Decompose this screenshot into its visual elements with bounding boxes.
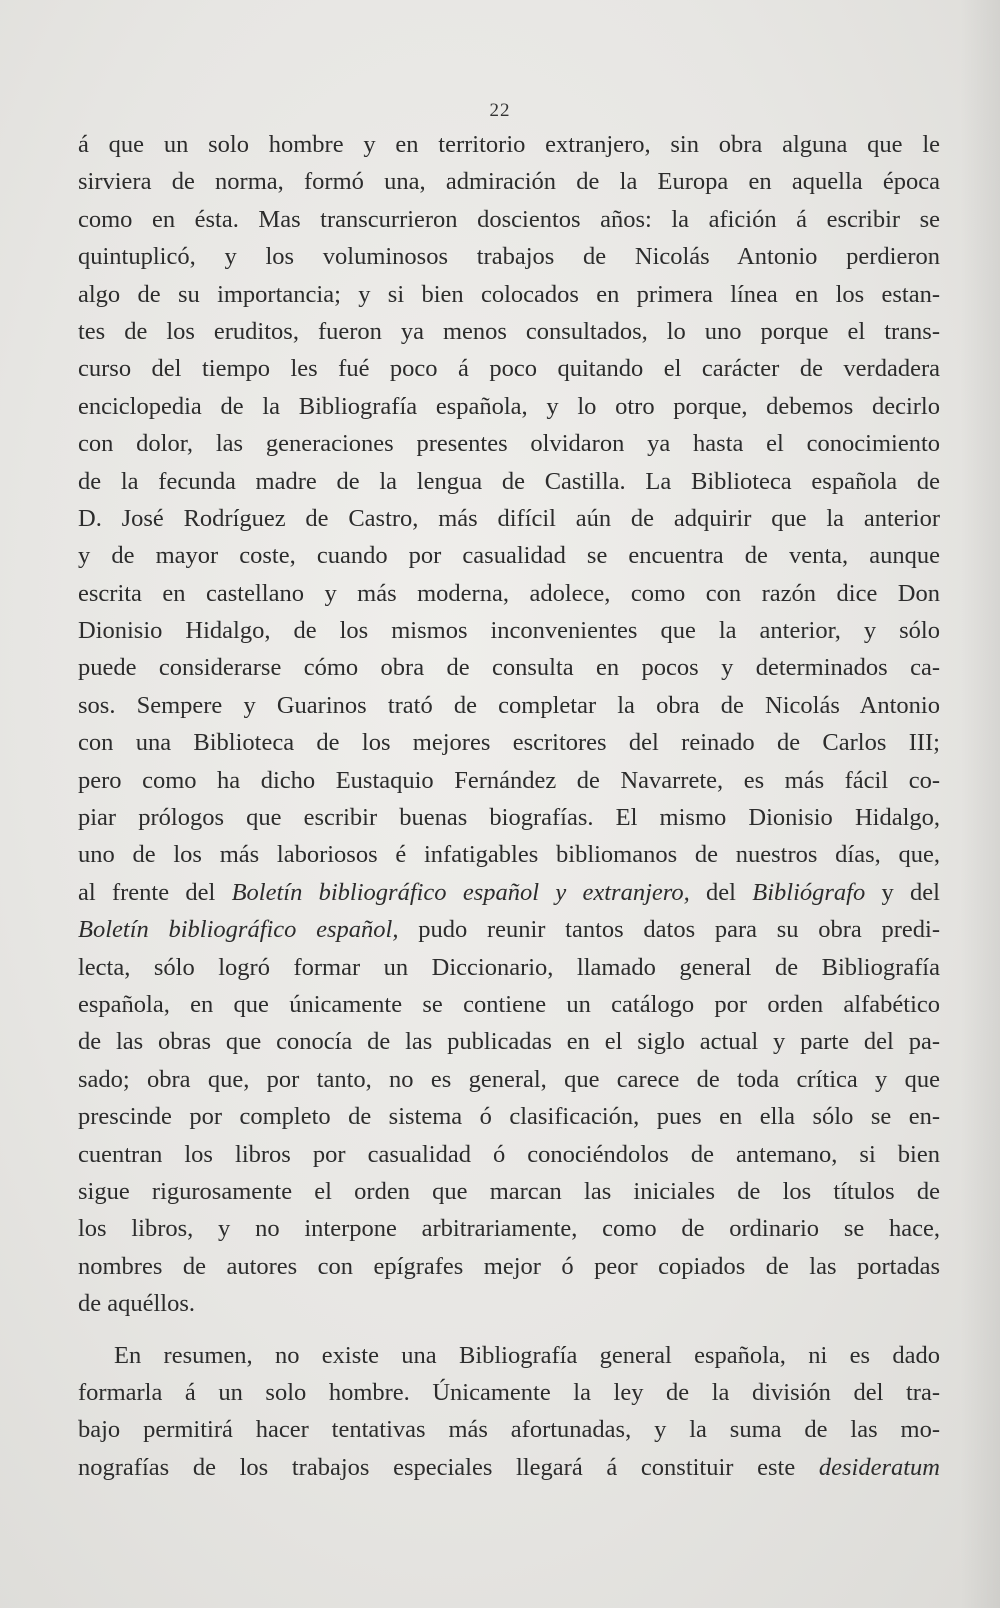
text-line: formarla á un solo hombre. Únicamente la ley de la división del tra- <box>78 1378 940 1406</box>
body-text <box>78 126 940 1486</box>
text-line: sos. Sempere y Guarinos trató de completar la obra de Nicolás Antonio <box>78 691 940 719</box>
text-line-paragraph-end: de aquéllos. <box>78 1290 196 1318</box>
text-run: pudo reunir tantos datos para su obra predi- <box>398 916 940 944</box>
text-line-paragraph-start: En resumen, no existe una Bibliografía general española, ni es dado <box>114 1341 940 1369</box>
italic-title: Boletín bibliográfico español, <box>78 916 399 944</box>
text-line: enciclopedia de la Bibliografía española, y lo otro porque, debemos decirlo <box>78 392 940 420</box>
text-line: algo de su importancia; y si bien colocados en primera línea en los estan- <box>78 280 940 308</box>
text-line: de las obras que conocía de las publicadas en el siglo actual y parte del pa- <box>78 1028 940 1056</box>
italic-title: Bibliógrafo <box>752 878 866 906</box>
text-line: uno de los más laboriosos é infatigables bibliomanos de nuestros días, que, <box>78 841 940 869</box>
text-line: sigue rigurosamente el orden que marcan las iniciales de los títulos de <box>78 1177 940 1205</box>
text-line: con dolor, las generaciones presentes olvidaron ya hasta el conocimiento <box>78 430 940 458</box>
text-line-with-term <box>78 1449 940 1486</box>
text-run: nografías de los trabajos especiales llegará á constituir este <box>78 1453 819 1481</box>
text-line: bajo permitirá hacer tentativas más afortunadas, y la suma de las mo- <box>78 1416 940 1444</box>
text-line: pero como ha dicho Eustaquio Fernández de Navarrete, es más fácil co- <box>78 766 940 794</box>
text-line: nombres de autores con epígrafes mejor ó peor copiados de las portadas <box>78 1252 940 1280</box>
text-line: quintuplicó, y los voluminosos trabajos de Nicolás Antonio perdieron <box>78 243 940 271</box>
text-run: del <box>689 878 753 906</box>
text-line: sado; obra que, por tanto, no es general, que carece de toda crítica y que <box>78 1065 940 1093</box>
text-line: D. José Rodríguez de Castro, más difícil aún de adquirir que la anterior <box>78 504 940 532</box>
text-line: escrita en castellano y más moderna, adolece, como con razón dice Don <box>78 579 940 607</box>
page-number: 22 <box>489 100 511 121</box>
text-line: como en ésta. Mas transcurrieron doscientos años: la afición á escribir se <box>78 205 940 233</box>
paragraph-gap <box>78 1323 940 1337</box>
text-line: y de mayor coste, cuando por casualidad se encuentra de venta, aunque <box>78 542 940 570</box>
text-run: al frente del <box>78 878 232 906</box>
text-line: los libros, y no interpone arbitrariamente, como de ordinario se hace, <box>78 1215 940 1243</box>
text-line: Dionisio Hidalgo, de los mismos inconvenientes que la anterior, y sólo <box>78 617 940 645</box>
text-line: con una Biblioteca de los mejores escritores del reinado de Carlos III; <box>78 729 940 757</box>
text-line: de la fecunda madre de la lengua de Castilla. La Biblioteca española de <box>78 467 940 495</box>
text-line: piar prólogos que escribir buenas biografías. El mismo Dionisio Hidalgo, <box>78 804 940 832</box>
text-line: cuentran los libros por casualidad ó conociéndolos de antemano, si bien <box>78 1140 940 1168</box>
text-line: tes de los eruditos, fueron ya menos consultados, lo uno porque el trans- <box>78 317 940 345</box>
text-line: española, en que únicamente se contiene un catálogo por orden alfabético <box>78 990 940 1018</box>
italic-title: Boletín bibliográfico español y extranjero, <box>231 878 690 906</box>
text-line: lecta, sólo logró formar un Diccionario, llamado general de Bibliografía <box>78 953 940 981</box>
text-line: á que un solo hombre y en territorio extranjero, sin obra alguna que le <box>78 131 940 158</box>
text-line: puede considerarse cómo obra de consulta en pocos y determinados ca- <box>78 654 940 682</box>
text-line: prescinde por completo de sistema ó clasificación, pues en ella sólo se en- <box>78 1103 940 1131</box>
text-line-with-titles <box>78 874 940 911</box>
text-line: curso del tiempo les fué poco á poco quitando el carácter de verdadera <box>78 355 940 383</box>
page-edge-shadow <box>960 0 1000 1608</box>
italic-term: desideratum <box>818 1453 940 1481</box>
text-line-with-titles <box>78 911 940 948</box>
text-run: y del <box>865 878 940 906</box>
text-line: sirviera de norma, formó una, admiración de la Europa en aquella época <box>78 168 940 196</box>
